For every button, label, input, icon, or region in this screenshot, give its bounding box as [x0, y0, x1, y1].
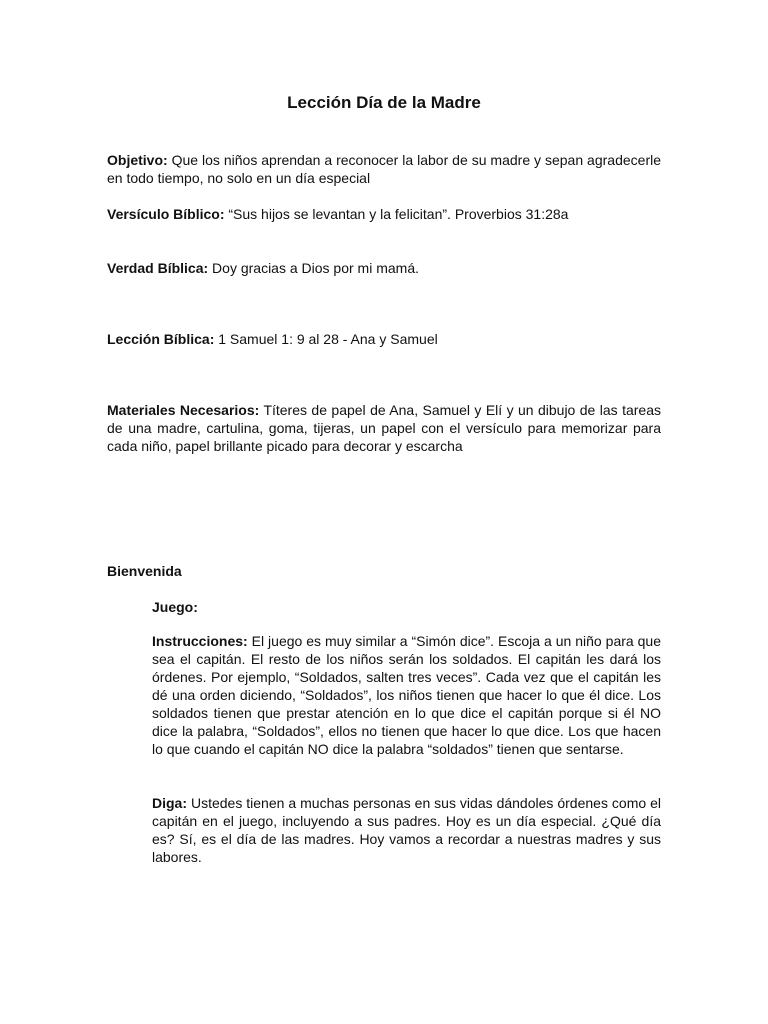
diga-paragraph	[152, 794, 661, 866]
instrucciones-text: El juego es muy similar a “Simón dice”. Escoja a un niño para que sea el capitán. El resto de los niños serán los soldados. El capitán les dará los órdenes. Por ejemplo, “Soldados, salten tres veces”. Cada vez que el capitán les dé una orden diciendo, “Soldados”, los niños tienen que hacer lo que él dice. Los soldados tienen que prestar atención en lo que dice el capitán porque si él NO dice la palabra, “Soldados”, ellos no tienen que hacer lo que dice. Los que hacen lo que cuando el capitán NO dice la palabra “soldados” tienen que sentarse.	[152, 633, 661, 757]
verdad-paragraph	[107, 259, 661, 277]
instrucciones-label: Instrucciones:	[152, 633, 248, 649]
juego-heading: Juego:	[152, 599, 198, 615]
instrucciones-paragraph	[152, 632, 661, 758]
page-title: Lección Día de la Madre	[287, 93, 481, 112]
bienvenida-heading: Bienvenida	[107, 563, 182, 579]
leccion-text: 1 Samuel 1: 9 al 28 - Ana y Samuel	[214, 331, 438, 347]
leccion-label: Lección Bíblica:	[107, 331, 215, 347]
objetivo-label: Objetivo:	[107, 152, 168, 168]
leccion-paragraph	[107, 330, 661, 348]
versiculo-paragraph	[107, 205, 661, 223]
diga-label: Diga:	[152, 795, 187, 811]
diga-text: Ustedes tienen a muchas personas en sus vidas dándoles órdenes como el capitán en el juego, incluyendo a sus padres. Hoy es un día especial. ¿Qué día es? Sí, es el día de las madres. Hoy vamos a recordar a nuestras madres y sus labores.	[152, 795, 661, 865]
versiculo-text: “Sus hijos se levantan y la felicitan”. Proverbios 31:28a	[224, 206, 569, 222]
verdad-text: Doy gracias a Dios por mi mamá.	[208, 260, 419, 276]
objetivo-paragraph	[107, 151, 661, 187]
verdad-label: Verdad Bíblica:	[107, 260, 209, 276]
objetivo-text: Que los niños aprendan a reconocer la labor de su madre y sepan agradecerle en todo tiempo, no solo en un día especial	[107, 152, 661, 186]
versiculo-label: Versículo Bíblico:	[107, 206, 225, 222]
materiales-label: Materiales Necesarios:	[107, 402, 260, 418]
materiales-text: Títeres de papel de Ana, Samuel y Elí y un dibujo de las tareas de una madre, cartulina, goma, tijeras, un papel con el versículo para memorizar para cada niño, papel brillante picado para decorar y escarcha	[107, 402, 661, 454]
materiales-paragraph	[107, 401, 661, 455]
